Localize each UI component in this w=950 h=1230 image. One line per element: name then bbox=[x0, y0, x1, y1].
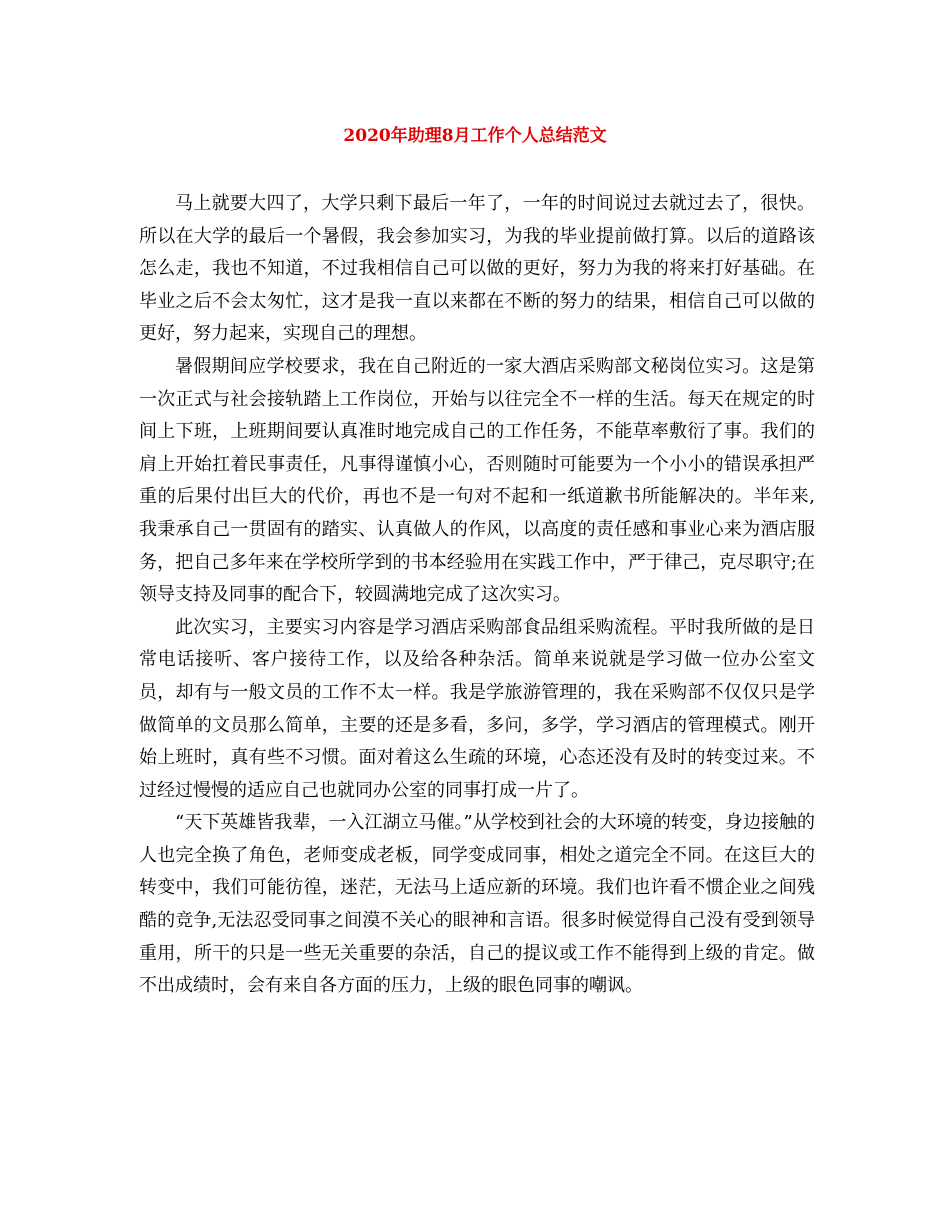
document-body bbox=[139, 188, 815, 1003]
paragraph: 暑假期间应学校要求，我在自己附近的一家大酒店采购部文秘岗位实习。这是第一次正式与社会接轨踏上工作岗位，开始与以往完全不一样的生活。每天在规定的时间上下班，上班期间要认真准时地完成自己的工作任务，不能草率敷衍了事。我们的肩上开始扛着民事责任，凡事得谨慎小心，否则随时可能要为一个小小的错误承担严重的后果付出巨大的代价，再也不是一句对不起和一纸道歉书所能解决的。半年来, 我秉承自己一贯固有的踏实、认真做人的作风，以高度的责任感和事业心来为酒店服务，把自己多年来在学校所学到的书本经验用在实践工作中，严于律己，克尽职守;在领导支持及同事的配合下，较圆满地完成了这次实习。 bbox=[139, 355, 815, 606]
paragraph: 马上就要大四了，大学只剩下最后一年了，一年的时间说过去就过去了，很快。所以在大学的最后一个暑假，我会参加实习，为我的毕业提前做打算。以后的道路该怎么走，我也不知道，不过我相信自己可以做的更好，努力为我的将来打好基础。在毕业之后不会太匆忙，这才是我一直以来都在不断的努力的结果，相信自己可以做的更好，努力起来，实现自己的理想。 bbox=[139, 193, 815, 345]
document-title: 2020年助理8月工作个人总结范文 bbox=[343, 126, 607, 146]
paragraph: 此次实习，主要实习内容是学习酒店采购部食品组采购流程。平时我所做的是日常电话接听、客户接待工作，以及给各种杂活。简单来说就是学习做一位办公室文员，却有与一般文员的工作不太一样。我是学旅游管理的，我在采购部不仅仅只是学做简单的文员那么简单，主要的还是多看，多问，多学，学习酒店的管理模式。刚开始上班时，真有些不习惯。面对着这么生疏的环境，心态还没有及时的转变过来。不过经过慢慢的适应自己也就同办公室的同事打成一片了。 bbox=[139, 616, 815, 801]
paragraph: “天下英雄皆我辈，一入江湖立马催。”从学校到社会的大环境的转变，身边接触的人也完全换了角色，老师变成老板，同学变成同事，相处之道完全不同。在这巨大的转变中，我们可能彷徨，迷茫，无法马上适应新的环境。我们也许看不惯企业之间残酷的竞争,无法忍受同事之间漠不关心的眼神和言语。很多时候觉得自己没有受到领导重用，所干的只是一些无关重要的杂活，自己的提议或工作不能得到上级的肯定。做不出成绩时，会有来自各方面的压力，上级的眼色同事的嘲讽。 bbox=[139, 812, 815, 997]
